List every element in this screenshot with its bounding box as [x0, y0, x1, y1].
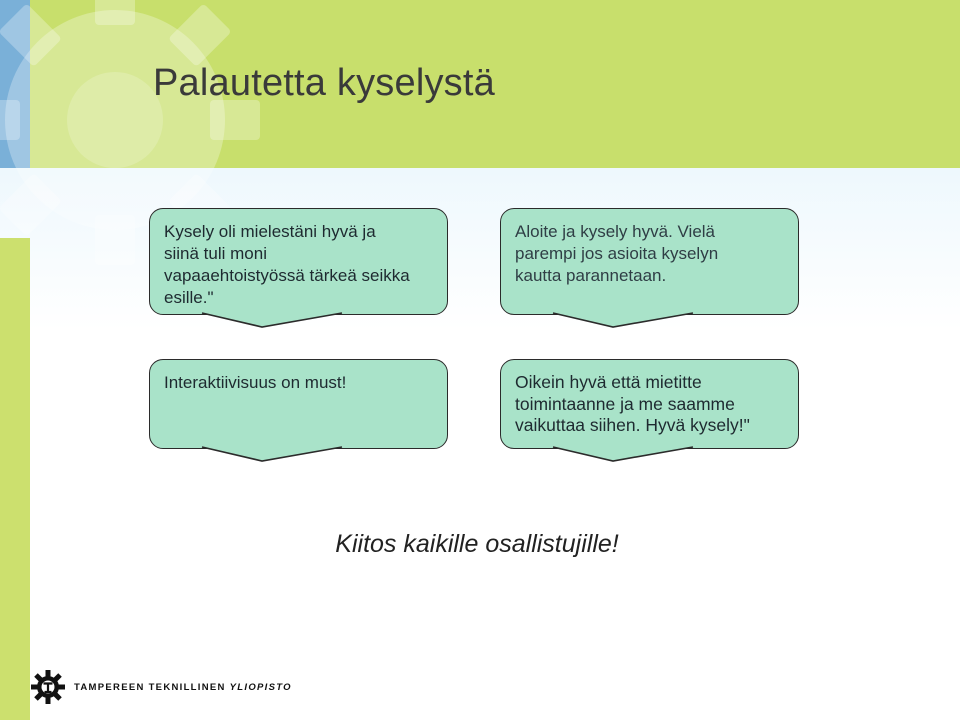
feedback-bubble [149, 359, 448, 449]
closing-text: Kiitos kaikille osallistujille! [335, 530, 619, 558]
feedback-bubble [500, 208, 799, 315]
speech-tail-icon [202, 447, 342, 463]
accent-strip-green [0, 238, 30, 720]
university-name-italic: YLIOPISTO [229, 681, 292, 693]
feedback-bubble [500, 359, 799, 449]
speech-tail-icon [553, 447, 693, 463]
university-name [74, 682, 292, 693]
university-name-plain: TAMPEREEN TEKNILLINEN [74, 681, 226, 693]
feedback-text: Kysely oli mielestäni hyvä ja siinä tuli moni vapaaehtoistyössä tärkeä seikka esille." [164, 222, 410, 307]
tut-gear-logo-icon [30, 669, 66, 705]
closing-message [0, 530, 960, 559]
feedback-text: Aloite ja kysely hyvä. Vielä parempi jos asioita kyselyn kautta parannetaan. [515, 222, 719, 285]
speech-tail-icon [202, 313, 342, 329]
feedback-text: Interaktiivisuus on must! [164, 373, 347, 392]
speech-tail-icon [553, 313, 693, 329]
slide-title: Palautetta kyselystä [153, 62, 495, 104]
feedback-text: Oikein hyvä että mietitte toimintaanne ja me saamme vaikuttaa siihen. Hyvä kysely!" [515, 372, 750, 435]
university-logo [30, 665, 292, 709]
feedback-bubble [149, 208, 448, 315]
